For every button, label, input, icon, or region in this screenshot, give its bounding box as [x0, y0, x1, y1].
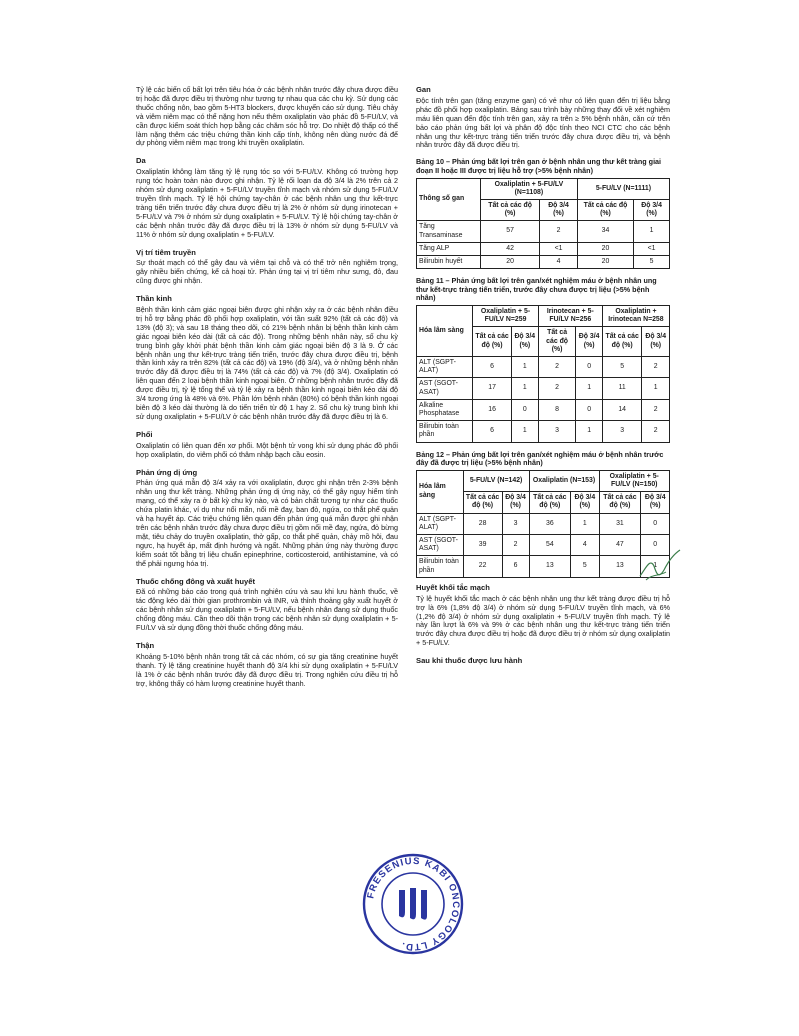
- table-cell: 2: [538, 356, 576, 377]
- table-row: [417, 255, 670, 268]
- table-cell: 1: [511, 421, 538, 442]
- table-cell: Bilirubin toàn phần: [417, 556, 464, 577]
- table-cell: 17: [473, 378, 512, 399]
- table12-group: Oxaliplatin (N=153): [529, 470, 599, 491]
- table-cell: 20: [577, 255, 633, 268]
- table-cell: 6: [502, 556, 529, 577]
- section-title-injection-site: Vị trí tiêm truyền: [136, 247, 196, 257]
- table-cell: 54: [529, 534, 571, 555]
- table-cell: 0: [576, 356, 602, 377]
- table-cell: 5: [602, 356, 642, 377]
- section-text-lung: Oxaliplatin có liên quan đến xơ phổi. Một bệnh tử vong khi sử dụng phác đồ phối hợp oxaliplatin, do viêm phổi có thâm nhập bạch cầu eosin.: [136, 440, 398, 459]
- section-text-liver: Độc tính trên gan (tăng enzyme gan) có vẻ như có liên quan đến trị liệu bằng phác đồ phối hợp oxaliplatin. Bảng sau trình bày những thay đổi về xét nghiệm máu liên quan đến độc tính trên gan, xảy ra trên ≥ 5% bệnh nhân, căn cứ trên bảo cáo phản ứng bất lợi và phân độ độc tính theo NCI CTC cho các bệnh nhân ung thư kết-trực tràng tiến triển trước đây chưa được điều trị, và bệnh nhân trước đây đã được điều trị.: [416, 95, 670, 150]
- table-row: [417, 534, 670, 555]
- table12-group: 5-FU/LV (N=142): [463, 470, 529, 491]
- table11-subheader: Tất cả các độ (%): [473, 327, 512, 357]
- table-cell: Bilirubin huyết: [417, 255, 481, 268]
- table-cell: <1: [540, 242, 578, 255]
- table-cell: AST (SGOT-ASAT): [417, 534, 464, 555]
- table-cell: AST (SGOT-ASAT): [417, 378, 473, 399]
- table-row: [417, 556, 670, 577]
- table12-group: Oxaliplatin + 5-FU/LV (N=150): [599, 470, 670, 491]
- table-cell: 8: [538, 399, 576, 420]
- right-column: [416, 86, 670, 668]
- table10-subheader: Độ 3/4 (%): [540, 199, 578, 220]
- table-cell: 1: [511, 378, 538, 399]
- section-text-allergy: Phản ứng quá mẫn độ 3/4 xảy ra với oxaliplatin, được ghi nhận trên 2-3% bệnh nhân ung thư kết tràng. Những phản ứng dị ứng này, có thể gây nguy hiểm tính mạng, có thể xảy ra ở bất kỳ chu kỳ nào, và có bản chất tương tự như các thuốc chứa platin khác, ví dụ như nổi mẩn, nổi mề đay, ban đỏ, ngứa, co thắt phế quản và hạ huyết áp. Các triệu chứng liên quan đến phản ứng quá mẫn được ghi nhận trên các bệnh nhân trước đây chưa được điều trị gồm nổi mề đay, ngứa, đỏ bừng mặt, tiêu chảy do truyền oxaliplatin, thở gấp, co thắt phế quản, chảy mồ hôi, đau ngực, hạ huyết áp, mất định hướng và ngất. Những phản ứng này thường được kiểm soát tốt bằng trị liệu chuẩn epinephrine, corticosteroid, antihistamine, và có thể phải ngưng hóa trị.: [136, 478, 398, 568]
- table-cell: <1: [634, 242, 670, 255]
- table12-caption: Bảng 12 – Phản ứng bất lợi trên gan/xét nghiệm máu ở bệnh nhân trước đây đã được trị liệu (>5% bệnh nhân): [416, 449, 664, 468]
- table12-subheader: Tất cả các độ (%): [529, 492, 571, 513]
- section-text-neuro: Bệnh thần kinh cảm giác ngoại biên được ghi nhận xảy ra ở các bệnh nhân điều trị hỗ trợ bằng phác đồ phối hợp oxaliplatin, với tần suất 92% (tất cả các độ) và 13% (độ 3); và sau 18 tháng theo dõi, có 21% bệnh nhân bị bệnh thần kinh cảm giác ngoại biên kéo dài (tất cả các độ). Trong những bệnh nhân này, số chu kỳ trung bình gây khởi phát bệnh thần kinh cảm giác ngoại biên độ 3 là 9. Ở các bệnh nhân ung thư kết-trực tràng tiến triển, trước đây chưa được điều trị, bệnh thần kinh xảy ra trên 82% (tất cả các độ) và 19% (độ 3/4), và ở những bệnh nhân trước đây đã được điều trị là 74% (tất cả các độ) và 7% (độ 3/4). Oxaliplatin có liên quan đến 2 loại bệnh thần kinh ngoại biên. Ở những bệnh nhân trước đây đã được điều trị, tỷ lệ tổng thể và tỷ lệ xảy ra bệnh thần kinh ngoại biên kéo dài độ 3/4 tương ứng là 48% và 6%. Phần lớn bệnh nhân (80%) có bệnh thần kinh ngoại biên độ 3 kéo dài thường là do tiến triển từ độ 1 hay 2. Số chu kỳ trung bình khi sử dụng oxaliplatin + 5-FU/LV ở các bệnh nhân trước đây đã được điều trị là 6.: [136, 305, 398, 421]
- table-cell: 0: [641, 534, 670, 555]
- table-row: [417, 356, 670, 377]
- table11-subheader: Tất cả các độ (%): [538, 327, 576, 357]
- table-cell: 57: [480, 221, 539, 242]
- section-title-post-marketing: Sau khi thuốc được lưu hành: [416, 656, 523, 666]
- table-cell: 34: [577, 221, 633, 242]
- table-cell: 0: [576, 399, 602, 420]
- table12-corner: Hóa lâm sàng: [417, 470, 464, 513]
- table12-subheader: Độ 3/4 (%): [641, 492, 670, 513]
- section-anticoagulant: [136, 578, 398, 633]
- table12: [416, 470, 670, 578]
- table-cell: 47: [599, 534, 641, 555]
- table-cell: 1: [576, 378, 602, 399]
- table-cell: 5: [571, 556, 599, 577]
- section-title-anticoagulant: Thuốc chống đông và xuất huyết: [136, 576, 255, 586]
- table10-subheader: Tất cả các độ (%): [480, 199, 539, 220]
- table-row: [417, 399, 670, 420]
- table11-subheader: Độ 3/4 (%): [642, 327, 670, 357]
- table-cell: 2: [540, 221, 578, 242]
- table10-subheader: Tất cả các độ (%): [577, 199, 633, 220]
- section-title-allergy: Phản ứng dị ứng: [136, 467, 198, 477]
- table-cell: 13: [529, 556, 571, 577]
- table11-subheader: Tất cả các độ (%): [602, 327, 642, 357]
- table-cell: 1: [642, 378, 670, 399]
- table10-subheader: Độ 3/4 (%): [634, 199, 670, 220]
- table-cell: 1: [634, 221, 670, 242]
- table12-subheader: Độ 3/4 (%): [502, 492, 529, 513]
- table-cell: 28: [463, 513, 502, 534]
- table-row: [417, 421, 670, 442]
- company-stamp: [361, 852, 465, 956]
- table11-subheader: Độ 3/4 (%): [576, 327, 602, 357]
- table11: [416, 305, 670, 443]
- table-cell: 2: [642, 399, 670, 420]
- section-lung: [136, 431, 398, 460]
- table-cell: 2: [502, 534, 529, 555]
- gi-intro-paragraph: Tỷ lệ các biến cố bất lợi trên tiêu hóa ở các bệnh nhân trước đây chưa được điều trị hoặc đã được điều trị thường như tương tự nhau qua các chu kỳ. Sử dụng các thuốc chống nôn, bao gồm 5-HT3 blockers, được khuyến cáo sử dụng. Tiêu chảy và viêm niêm mạc có thể nặng hơn nếu thêm oxaliplatin vào phác đồ 5-FU/LV, và cần được kiểm soát thích hợp bằng các chăm sóc hỗ trợ. Do nhiệt độ thấp có thể làm nặng thêm các triệu chứng thần kinh cấp tính, không nên dùng nước đá để dự phòng viêm niêm mạc trong khi truyền oxaliplatin.: [136, 85, 398, 148]
- table-cell: 22: [463, 556, 502, 577]
- table-cell: ALT (SGPT-ALAT): [417, 513, 464, 534]
- table11-group: Oxaliplatin + 5-FU/LV N=259: [473, 305, 538, 326]
- table-cell: 5: [634, 255, 670, 268]
- table-cell: Alkaline Phosphatase: [417, 399, 473, 420]
- table-cell: 2: [642, 421, 670, 442]
- section-text-anticoagulant: Đã có những báo cáo trong quá trình nghiên cứu và sau khi lưu hành thuốc, về tác động kéo dài thời gian prothrombin và INR, và thỉnh thoảng gây xuất huyết ở các bệnh nhân sử dụng oxaliplatin + 5-FU/LV, nếu bệnh nhân đang sử dụng thuốc chống đông máu. Cần theo dõi thận trọng các bệnh nhân sử dụng oxaliplatin + 5-FU/LV và sử dụng đồng thời thuốc chống đông máu.: [136, 587, 398, 633]
- section-text-skin: Oxaliplatin không làm tăng tỷ lệ rụng tóc so với 5-FU/LV. Không có trường hợp rụng tóc hoàn toàn nào được ghi nhận. Tỷ lệ rối loạn da độ 3/4 là 2% trên cả 2 nhóm sử dụng oxaliplatin + 5-FU/LV truyền tĩnh mạch và nhóm sử dụng 5-FU/LV truyền tĩnh mạch. Tỷ lệ hội chứng tay-chân ở các bệnh nhân ung thư kết-trực tràng tiến triển trước đây chưa được điều trị là 2% ở nhóm sử dụng irinotecan + 5-FU/LV và 7% ở nhóm sử dụng oxaliplatin + 5-FU/LV. Tỷ lệ hội chứng tay-chân ở các bệnh nhân trước đây đã được điều trị là 13% ở nhóm sử dụng 5-FU/LV và 11% ở nhóm sử dụng oxaliplatin + 5-FU/LV.: [136, 167, 398, 239]
- svg-text:FRESENIUS KABI ONCOLOGY LTD.: FRESENIUS KABI ONCOLOGY LTD.: [365, 855, 462, 953]
- section-title-thrombo: Huyết khối tắc mạch: [416, 582, 490, 592]
- table-cell: 42: [480, 242, 539, 255]
- section-title-neuro: Thần kinh: [136, 294, 172, 304]
- table-row: [417, 378, 670, 399]
- table-cell: Bilirubin toàn phần: [417, 421, 473, 442]
- section-title-liver: Gan: [416, 85, 431, 94]
- table-cell: 2: [538, 378, 576, 399]
- section-title-skin: Da: [136, 156, 146, 166]
- table11-caption: Bảng 11 – Phản ứng bất lợi trên gan/xét nghiệm máu ở bệnh nhân ung thư kết-trực tràng tiến triển, trước đây chưa được trị liệu (>5% bệnh nhân): [416, 276, 657, 303]
- table-cell: 31: [599, 513, 641, 534]
- table10-group: Oxaliplatin + 5-FU/LV (N=1108): [480, 178, 577, 199]
- table10-corner: Thông số gan: [417, 178, 481, 221]
- section-neuro: [136, 295, 398, 422]
- table-cell: 36: [529, 513, 571, 534]
- table12-subheader: Tất cả các độ (%): [599, 492, 641, 513]
- table-cell: 3: [502, 513, 529, 534]
- section-skin: [136, 157, 398, 239]
- table-cell: 0: [641, 513, 670, 534]
- table11-group: Oxaliplatin + Irinotecan N=258: [602, 305, 669, 326]
- table-row: [417, 221, 670, 242]
- table-cell: 1: [571, 513, 599, 534]
- table-cell: 3: [602, 421, 642, 442]
- table-cell: 3: [538, 421, 576, 442]
- section-kidney: [136, 642, 398, 689]
- table-cell: 16: [473, 399, 512, 420]
- table-cell: 6: [473, 356, 512, 377]
- table-cell: ALT (SGPT-ALAT): [417, 356, 473, 377]
- section-text-injection-site: Sự thoát mạch có thể gây đau và viêm tại chỗ và có thể trở nên nghiêm trọng, gây nhiều biến chứng, kể cả hoại tử. Phản ứng tại vị trí tiêm như sưng, đỏ, đau cũng được ghi nhận.: [136, 258, 398, 286]
- stamp-logo-icon: [399, 888, 427, 920]
- table-cell: 39: [463, 534, 502, 555]
- table-cell: 14: [602, 399, 642, 420]
- table10-caption: Bảng 10 – Phản ứng bất lợi trên gan ở bệnh nhân ung thư kết tràng giai đoạn II hoặc III được trị liệu hỗ trợ (>5% bệnh nhân): [416, 157, 662, 175]
- table-cell: 2: [642, 356, 670, 377]
- table-cell: 13: [599, 556, 641, 577]
- signature-scribble: [636, 546, 682, 586]
- section-allergy: [136, 469, 398, 569]
- table-cell: 1: [641, 556, 670, 577]
- table-cell: 1: [576, 421, 602, 442]
- table11-corner: Hóa lâm sàng: [417, 305, 473, 356]
- section-title-lung: Phổi: [136, 429, 153, 439]
- table10-group: 5-FU/LV (N=1111): [577, 178, 669, 199]
- table-cell: 4: [571, 534, 599, 555]
- table-row: [417, 513, 670, 534]
- section-text-kidney: Khoảng 5-10% bệnh nhân trong tất cả các nhóm, có sự gia tăng creatinine huyết thanh. Tỷ lệ tăng creatinine huyết thanh độ 3/4 khi sử dụng oxaliplatin + 5-FU/LV là 1% ở các bệnh nhân trước đây đã được điều trị. Trong nghiên cứu điều trị hỗ trợ, không thấy có hàm lượng creatinine huyết thanh.: [136, 651, 398, 688]
- table-cell: 20: [480, 255, 539, 268]
- table-cell: 6: [473, 421, 512, 442]
- section-injection-site: [136, 249, 398, 287]
- table12-subheader: Tất cả các độ (%): [463, 492, 502, 513]
- table-cell: 11: [602, 378, 642, 399]
- table11-subheader: Độ 3/4 (%): [511, 327, 538, 357]
- table-cell: Tăng Transaminase: [417, 221, 481, 242]
- table-cell: 4: [540, 255, 578, 268]
- table-cell: 20: [577, 242, 633, 255]
- table-cell: 0: [511, 399, 538, 420]
- table10: [416, 178, 670, 270]
- table12-subheader: Độ 3/4 (%): [571, 492, 599, 513]
- table11-group: Irinotecan + 5-FU/LV N=256: [538, 305, 602, 326]
- table-cell: 1: [511, 356, 538, 377]
- table-cell: Tăng ALP: [417, 242, 481, 255]
- section-text-thrombo: Tỷ lệ huyết khối tắc mạch ở các bệnh nhân ung thư kết tràng được điều trị hỗ trợ là 6% (1,8% độ 3/4) ở nhóm sử dụng 5-FU/LV truyền tĩnh mạch, và 6% (1,2% độ 3/4) ở nhóm sử dụng oxaliplatin + 5-FU/LV truyền tĩnh mạch. Tỷ lệ này lần lượt là 6% và 9% ở các bệnh nhân ung thư kết-trực tràng tiến triển trước đây chưa được điều trị hoặc đã được điều trị ở nhóm sử dụng oxaliplatin + 5-FU/LV.: [416, 593, 670, 648]
- table-row: [417, 242, 670, 255]
- section-title-kidney: Thận: [136, 640, 155, 650]
- left-column: [136, 86, 398, 690]
